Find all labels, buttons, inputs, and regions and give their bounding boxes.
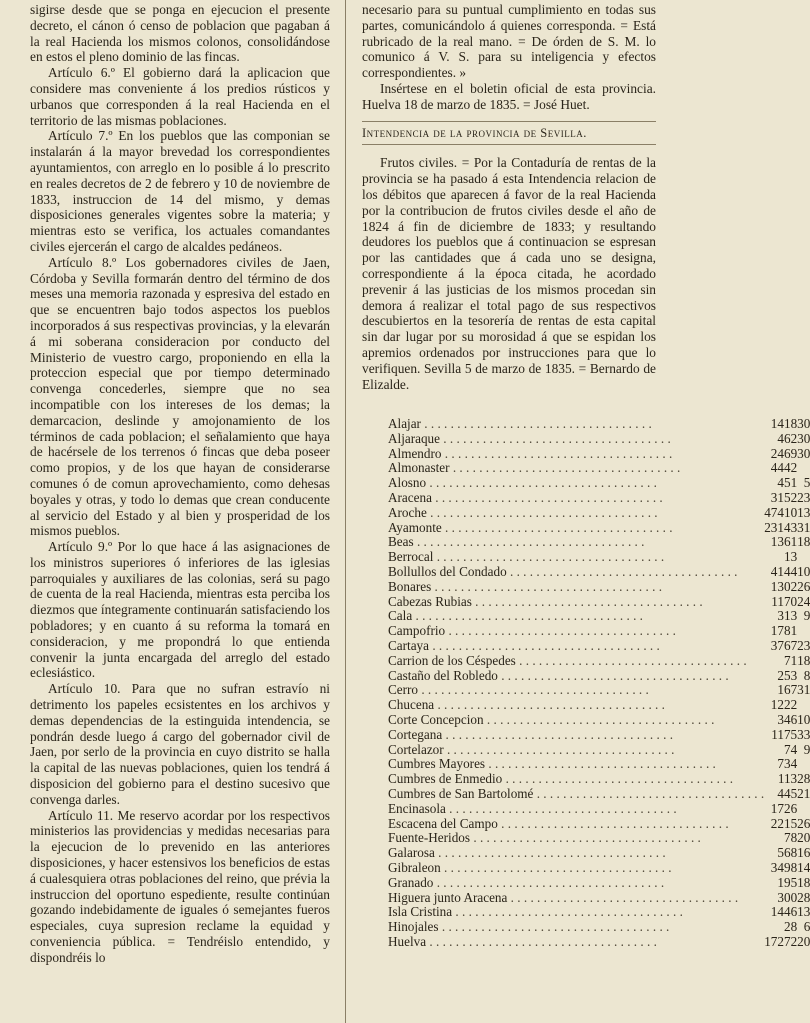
- town-name: Ayamonte . . .: [388, 521, 764, 536]
- town-name: Aroche . . .: [388, 506, 764, 521]
- town-fraction: 20: [797, 933, 810, 949]
- town-fraction: 21: [797, 785, 810, 801]
- table-row: [388, 817, 810, 832]
- table-row: [388, 624, 810, 639]
- town-fraction: 8: [803, 667, 810, 683]
- town-amount: 313: [777, 608, 798, 624]
- paragraph: Artículo 8.º Los gobernadores civiles de Jaen, Córdoba y Sevilla formarán dentro del término de dos meses una memoria razonada y espresiva del estado en que se encuentren bajo todos aspectos los pueblos incorporados á sus respectivas provincias, y la elevarán á mi soberana consideracion por conducto del Ministerio de vuestro cargo, proponiendo en ella la proteccion especial que por tiempo determinado convenga concederles, siempre que no sea incompatible con los intereses de los demas; la demarcacion, deslinde y amojonamiento de los términos de cada poblacion; el señalamiento que haya de hacérsele de los terrenos ó fincas que deba poseer como propios, y de los que hayan de considerarse comunes ó de comun aprovechamiento, como dehesas boyales y otras, y todo lo demas que crean conducente al servicio del Estado y al bien y prosperidad de los mismos pueblos.: [30, 254, 330, 539]
- town-fraction: 18: [797, 534, 810, 550]
- town-name: Almendro . . .: [388, 447, 764, 462]
- town-name: Isla Cristina . . .: [388, 905, 764, 920]
- town-name: Cortegana . . .: [388, 728, 764, 743]
- table-row: [388, 713, 810, 728]
- table-row: [388, 447, 810, 462]
- town-fraction: 13: [797, 904, 810, 920]
- town-name: Encinasola . . .: [388, 802, 764, 817]
- town-name: Aracena . . .: [388, 491, 764, 506]
- town-name: Alosno . . .: [388, 476, 764, 491]
- town-amount: 1361: [770, 534, 798, 550]
- table-row: [388, 550, 810, 565]
- town-amount: 1446: [770, 904, 798, 920]
- town-name: Aljaraque . . .: [388, 432, 764, 447]
- paragraph: Artículo 9.º Por lo que hace á las asignaciones de los ministros superiores ó inferiores de las iglesias parroquiales y auxiliares de las colonias, será su pago de cuenta de la real Hacienda, mientras esta perciba los diezmos que íntegramente continuarán satisfaciendo los pobladores; y en cuanto á su reforma la tomará en consideracion, y me propondrá lo que entienda convenir la junta encargada del arreglo del estado eclesiástico.: [30, 539, 330, 681]
- town-amount: 253: [777, 667, 798, 683]
- debtors-table: [388, 417, 810, 950]
- town-fraction: 14: [797, 859, 810, 875]
- table-row: [388, 521, 810, 536]
- table-row: [388, 565, 810, 580]
- town-fraction: [797, 698, 810, 713]
- table-row: [388, 876, 810, 891]
- town-name: Huelva . . .: [388, 935, 764, 950]
- town-fraction: [797, 550, 810, 565]
- table-row: [388, 905, 810, 920]
- table-row: [388, 506, 810, 521]
- table-row: [388, 802, 810, 817]
- table-row: [388, 861, 810, 876]
- town-amount: 462: [777, 430, 798, 446]
- town-amount: 195: [777, 874, 798, 890]
- town-fraction: 18: [797, 652, 810, 668]
- left-column: [30, 2, 330, 966]
- table-row: [388, 728, 810, 743]
- table-row: [388, 757, 810, 772]
- town-fraction: [797, 802, 810, 817]
- table-row: [388, 787, 810, 802]
- town-amount: 1418: [770, 416, 798, 431]
- town-name: Almonaster . . .: [388, 461, 764, 476]
- town-fraction: 26: [797, 815, 810, 831]
- town-amount: 2215: [770, 815, 798, 831]
- table-row: [388, 417, 810, 432]
- town-amount: 4144: [770, 563, 798, 579]
- town-fraction: 5: [803, 475, 810, 491]
- town-fraction: [797, 624, 810, 639]
- town-fraction: 10: [797, 563, 810, 579]
- town-name: Cala . . .: [388, 609, 764, 624]
- table-row: [388, 595, 810, 610]
- town-name: Cortelazor . . .: [388, 743, 764, 758]
- town-fraction: 16: [797, 845, 810, 861]
- town-name: Corte Concepcion . . .: [388, 713, 764, 728]
- town-amount: 1222: [770, 697, 798, 713]
- town-name: Cerro . . .: [388, 683, 764, 698]
- town-amount: 734: [777, 756, 798, 772]
- town-name: Chucena . . .: [388, 698, 764, 713]
- town-fraction: 30: [797, 445, 810, 461]
- town-amount: 3767: [770, 637, 798, 653]
- town-fraction: 20: [797, 830, 810, 846]
- town-fraction: 18: [797, 874, 810, 890]
- column-divider: [345, 0, 346, 1023]
- town-fraction: 23: [797, 489, 810, 505]
- town-amount: 300: [777, 889, 798, 905]
- table-row: [388, 891, 810, 906]
- paragraph: Artículo 6.º El gobierno dará la aplicacion que considere mas conveniente á los predios rústicos y urbanos que corresponden á la real Hacienda en el territorio de las mismas poblaciones.: [30, 65, 330, 128]
- section-heading: Intendencia de la provincia de Sevilla.: [362, 121, 656, 146]
- town-fraction: 23: [797, 637, 810, 653]
- town-amount: 1781: [770, 623, 798, 639]
- town-fraction: 9: [803, 741, 810, 757]
- town-name: Higuera junto Aracena . . .: [388, 891, 764, 906]
- town-amount: 1302: [770, 578, 798, 594]
- table-row: [388, 920, 810, 935]
- town-fraction: 9: [803, 608, 810, 624]
- town-amount: 13: [783, 549, 798, 565]
- town-amount: 28: [783, 919, 798, 935]
- table-row: [388, 432, 810, 447]
- town-name: Fuente-Heridos . . .: [388, 831, 764, 846]
- town-amount: 346: [777, 711, 798, 727]
- table-row: [388, 698, 810, 713]
- table-row: [388, 654, 810, 669]
- table-row: [388, 639, 810, 654]
- town-amount: 78: [783, 830, 798, 846]
- table-row: [388, 772, 810, 787]
- paragraph: Artículo 11. Me reservo acordar por los respectivos ministerios las providencias y medidas necesarias para la ejecucion de lo prevenido en las anteriores disposiciones, y hacer estensivos los beneficios de estas á cualesquiera otras poblaciones del reino, que prévia la instruccion del oportuno espediente, resulte continúan gozando indebidamente de iguales ó semejantes fueros especiales, cuya supresion reclame la equidad y conveniencia pública. = Tendréislo entendido, y dispondréis lo: [30, 807, 330, 965]
- table-row: [388, 609, 810, 624]
- town-amount: 1170: [771, 593, 798, 609]
- town-fraction: 28: [797, 771, 810, 787]
- town-fraction: 31: [797, 519, 810, 535]
- table-row: [388, 580, 810, 595]
- town-fraction: 10: [797, 711, 810, 727]
- town-name: Campofrio . . .: [388, 624, 764, 639]
- town-name: Hinojales . . .: [388, 920, 764, 935]
- town-name: Beas . . .: [388, 535, 764, 550]
- table-row: [388, 491, 810, 506]
- town-name: Alajar . . .: [388, 417, 764, 432]
- section-body: Frutos civiles. = Por la Contaduría de rentas de la provincia se ha pasado á esta Intendencia relacion de los débitos que aparecen á favor de la real Hacienda por la contribucion de frutos civiles desde el año de 1824 á fin de diciembre de 1833; y resultando deudores los pueblos que á continuacion se espresan por las cantidades que á cada uno se designa, correspondiente á la época citada, he acordado prevenir á las justicias de los mismos procedan sin demora á realizar el total pago de sus respectivos descubiertos en la tesorería de rentas de esta capital sin dar lugar por su morosidad á que se espidan los apremios ordenados por instrucciones para que lo verifiquen. Sevilla 5 de marzo de 1835. = Bernardo de Elizalde.: [362, 155, 656, 392]
- town-name: Bollullos del Condado . . .: [388, 565, 764, 580]
- town-amount: 47410: [764, 504, 798, 520]
- town-name: Escacena del Campo . . .: [388, 817, 764, 832]
- table-row: [388, 461, 810, 476]
- town-amount: 1175: [771, 726, 798, 742]
- town-name: Castaño del Robledo . . .: [388, 669, 764, 684]
- town-fraction: 31: [797, 682, 810, 698]
- town-fraction: 6: [803, 919, 810, 935]
- town-amount: 3498: [770, 859, 798, 875]
- town-amount: 23143: [764, 519, 798, 535]
- paragraph: Insértese en el boletin oficial de esta provincia. Huelva 18 de marzo de 1835. = José Huet.: [362, 80, 656, 112]
- paragraph: Artículo 7.º En los pueblos que las componian se instalarán á la mayor brevedad los correspondientes ayuntamientos, con arreglo en lo posible á lo prescrito en reales decretos de 2 de febrero y 10 de noviembre de 1833, instruccion de 14 del mismo, y demas disposiciones generales vigentes sobre la materia; y mientras esto se verifica, los actuales comandantes civiles ejercerán el cargo de alcaldes pedáneos.: [30, 128, 330, 254]
- town-amount: 445: [777, 785, 798, 801]
- town-fraction: [797, 461, 810, 476]
- town-name: Cabezas Rubias . . .: [388, 595, 764, 610]
- town-fraction: 13: [797, 504, 810, 520]
- town-fraction: 28: [797, 889, 810, 905]
- town-fraction: 26: [797, 578, 810, 594]
- paragraph: sigirse desde que se ponga en ejecucion el presente decreto, el cánon ó censo de poblacion que pagaban á la real Hacienda los mismos colonos, consolidándose en estos el pleno dominio de las fincas.: [30, 2, 330, 65]
- town-amount: 167: [777, 682, 798, 698]
- table-row: [388, 683, 810, 698]
- town-amount: 2469: [770, 445, 798, 461]
- town-name: Cumbres de Enmedio . . .: [388, 772, 764, 787]
- town-amount: 3152: [770, 489, 798, 505]
- paragraph: necesario para su puntual cumplimiento en todas sus partes, comunicándolo á quienes corresponda. = Está rubricado de la real mano. = De órden de S. M. lo comunico á V. S. para su inteligencia y efectos correspondientes. »: [362, 2, 656, 81]
- table-row: [388, 669, 810, 684]
- table-row: [388, 831, 810, 846]
- town-fraction: 30: [797, 430, 810, 446]
- town-fraction: 24: [797, 593, 810, 609]
- town-name: Gibraleon . . .: [388, 861, 764, 876]
- table-row: [388, 743, 810, 758]
- table-row: [388, 935, 810, 950]
- town-name: Carrion de los Céspedes . . .: [388, 654, 764, 669]
- right-column: [362, 2, 656, 392]
- town-amount: 17272: [764, 933, 798, 949]
- town-amount: 451: [777, 475, 798, 491]
- town-fraction: [797, 757, 810, 772]
- town-name: Cartaya . . .: [388, 639, 764, 654]
- town-amount: 1726: [770, 800, 798, 816]
- town-name: Bonares . . .: [388, 580, 764, 595]
- town-name: Cumbres Mayores . . .: [388, 757, 764, 772]
- town-amount: 113: [777, 771, 798, 787]
- town-name: Berrocal . . .: [388, 550, 764, 565]
- town-name: Granado . . .: [388, 876, 764, 891]
- table-row: [388, 535, 810, 550]
- paragraph: Artículo 10. Para que no sufran estravío ni detrimento los papeles ecsistentes en los archivos y demas dependencias de la estinguida intendencia, se pondrán desde luego á cargo del gobernador civil de Jaen, por serlo de la provincia en cuyo distrito se halla la capital de las nuevas poblaciones, quien los tendrá á disposicion del gobierno para el destino sucesivo que convenga darles.: [30, 681, 330, 807]
- town-name: Cumbres de San Bartolomé . . .: [388, 787, 764, 802]
- town-fraction: 33: [797, 726, 810, 742]
- town-amount: 71: [783, 652, 798, 668]
- town-amount: 74: [783, 741, 798, 757]
- right-column-text: [362, 2, 656, 113]
- town-fraction: 30: [797, 416, 810, 431]
- table-row: [388, 476, 810, 491]
- table-row: [388, 846, 810, 861]
- town-name: Galarosa . . .: [388, 846, 764, 861]
- town-amount: 568: [777, 845, 798, 861]
- town-amount: 4442: [770, 460, 798, 476]
